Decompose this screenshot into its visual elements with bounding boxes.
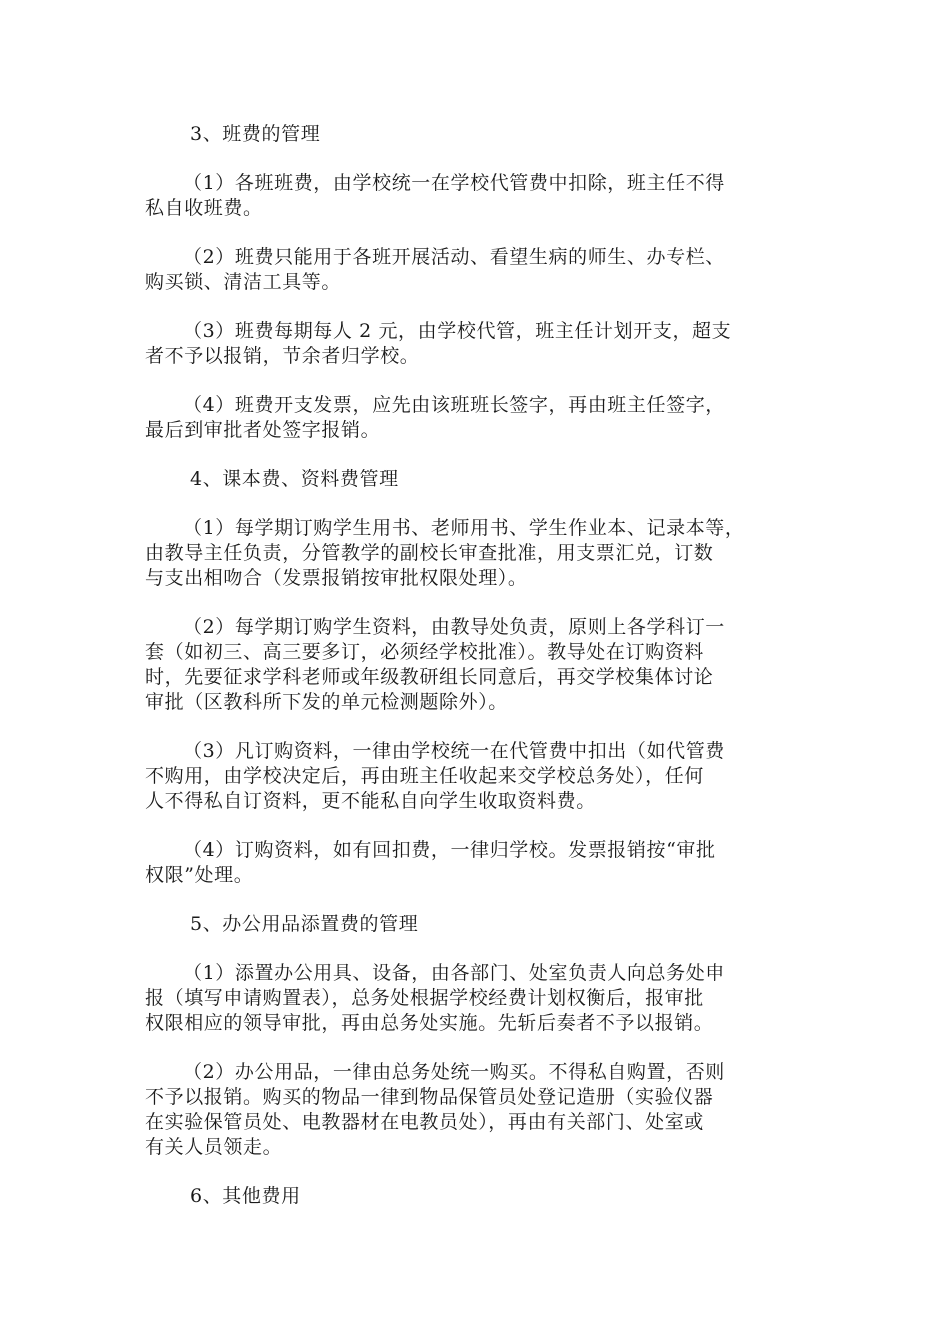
text-line: 不购用，由学校决定后，再由班主任收起来交学校总务处），任何: [145, 765, 704, 787]
paragraph: [145, 516, 810, 591]
text-line: 3、班费的管理: [190, 123, 321, 145]
text-line: 5、办公用品添置费的管理: [190, 913, 419, 935]
text-line: 时，先要征求学科老师或年级教研组长同意后，再交学校集体讨论: [145, 666, 714, 688]
paragraph: [145, 245, 810, 295]
paragraph: [145, 1060, 810, 1160]
text-line: 6、其他费用: [190, 1185, 301, 1207]
text-line: （1）每学期订购学生用书、老师用书、学生作业本、记录本等，: [183, 517, 745, 539]
section-heading: [145, 1184, 810, 1209]
text-line: 在实验保管员处、电教器材在电教员处），再由有关部门、处室或: [145, 1111, 704, 1133]
text-line: （2）办公用品，一律由总务处统一购买。不得私自购置，否则: [183, 1061, 725, 1083]
text-line: 购买锁、清洁工具等。: [145, 271, 342, 293]
text-line: （4）班费开支发票，应先由该班班长签字，再由班主任签字，: [183, 394, 725, 416]
text-line: （1）各班班费，由学校统一在学校代管费中扣除，班主任不得: [183, 172, 725, 194]
text-line: （2）每学期订购学生资料，由教导处负责，原则上各学科订一: [183, 616, 725, 638]
section-heading: [145, 912, 810, 937]
text-line: 最后到审批者处签字报销。: [145, 419, 381, 441]
paragraph: [145, 171, 810, 221]
paragraph: [145, 739, 810, 814]
text-line: （2）班费只能用于各班开展活动、看望生病的师生、办专栏、: [183, 246, 725, 268]
paragraph: [145, 393, 810, 443]
text-line: 套（如初三、高三要多订，必须经学校批准）。教导处在订购资料: [145, 641, 704, 663]
text-line: （3）凡订购资料，一律由学校统一在代管费中扣出（如代管费: [183, 740, 725, 762]
text-line: 私自收班费。: [145, 197, 263, 219]
paragraph: [145, 319, 810, 369]
text-line: 报（填写申请购置表），总务处根据学校经费计划权衡后，报审批: [145, 987, 704, 1009]
text-line: （3）班费每期每人 2 元，由学校代管，班主任计划开支，超支: [183, 320, 732, 342]
section-heading: [145, 122, 810, 147]
section-heading: [145, 467, 810, 492]
text-line: 由教导主任负责，分管教学的副校长审查批准，用支票汇兑，订数: [145, 542, 714, 564]
text-line: 有关人员领走。: [145, 1136, 283, 1158]
paragraph: [145, 615, 810, 715]
text-line: 与支出相吻合（发票报销按审批权限处理）。: [145, 567, 528, 589]
text-line: （4）订购资料，如有回扣费，一律归学校。发票报销按“审批: [183, 839, 716, 861]
paragraph: [145, 838, 810, 888]
text-line: 者不予以报销，节余者归学校。: [145, 345, 420, 367]
text-line: 权限”处理。: [145, 864, 254, 886]
text-line: （1）添置办公用具、设备，由各部门、处室负责人向总务处申: [183, 962, 725, 984]
document-page: [145, 122, 810, 1233]
text-line: 不予以报销。购买的物品一律到物品保管员处登记造册（实验仪器: [145, 1086, 714, 1108]
text-line: 4、课本费、资料费管理: [190, 468, 399, 490]
text-line: 审批（区教科所下发的单元检测题除外）。: [145, 691, 508, 713]
text-line: 人不得私自订资料，更不能私自向学生收取资料费。: [145, 790, 596, 812]
paragraph: [145, 961, 810, 1036]
text-line: 权限相应的领导审批，再由总务处实施。先斩后奏者不予以报销。: [145, 1012, 714, 1034]
